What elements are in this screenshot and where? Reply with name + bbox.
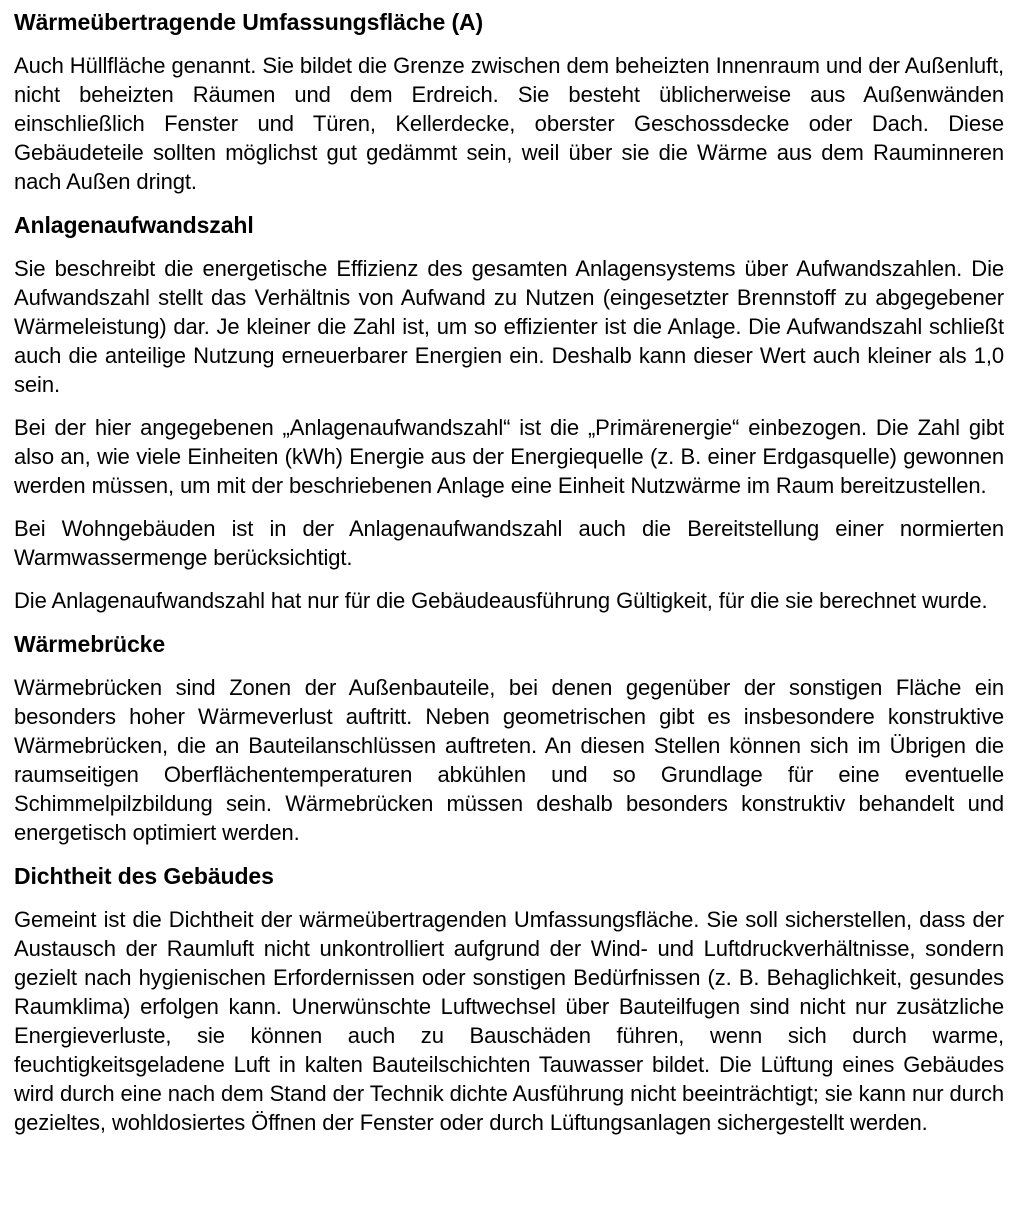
section-waermebruecke <box>14 630 1004 847</box>
paragraph-waermebruecke-definition: Wärmebrücken sind Zonen der Außenbauteile, bei denen gegenüber der sonstigen Fläche ein besonders hoher Wärmeverlust auftritt. Neben geometrischen gibt es insbesondere konstruktive Wärmebrücken, die an Bauteilanschlüssen auftreten. An diesen Stellen können sich im Übrigen die raumseitigen Oberflächentemperaturen abkühlen und so Grundlage für eine eventuelle Schimmelpilzbildung sein. Wärmebrücken müssen deshalb besonders konstruktiv behandelt und energetisch optimiert werden. <box>14 675 1004 845</box>
paragraph-huellflaeche-definition: Auch Hüllfläche genannt. Sie bildet die Grenze zwischen dem beheizten Innenraum und der Außenluft, nicht beheizten Räumen und dem Erdreich. Sie besteht üblicherweise aus Außenwänden einschließlich Fenster und Türen, Kellerdecke, oberster Geschossdecke oder Dach. Diese Gebäudeteile sollten möglichst gut gedämmt sein, weil über sie die Wärme aus dem Rauminneren nach Außen dringt. <box>14 53 1004 194</box>
paragraph-dichtheit-definition: Gemeint ist die Dichtheit der wärmeübertragenden Umfassungsfläche. Sie soll sicherstellen, dass der Austausch der Raumluft nicht unkontrolliert aufgrund der Wind- und Luftdruckverhältnisse, sondern gezielt nach hygienischen Erfordernissen oder sonstigen Bedürfnissen (z. B. Behaglichkeit, gesundes Raumklima) erfolgen kann. Unerwünschte Luftwechsel über Bauteilfugen sind nicht nur zusätzliche Energieverluste, sie können auch zu Bauschäden führen, wenn sich durch warme, feuchtigkeitsgeladene Luft in kalten Bauteilschichten Tauwasser bildet. Die Lüftung eines Gebäudes wird durch eine nach dem Stand der Technik dichte Ausführung nicht beeinträchtigt; sie kann nur durch gezieltes, wohldosiertes Öffnen der Fenster oder durch Lüftungsanlagen sichergestellt werden. <box>14 907 1004 1135</box>
paragraph-aufwandszahl-wohngebaeude: Bei Wohngebäuden ist in der Anlagenaufwandszahl auch die Bereitstellung einer normierten Warmwassermenge berücksichtigt. <box>14 516 1004 570</box>
section-waermeuebertragende-umfassungsflaeche <box>14 8 1004 196</box>
heading-anlagenaufwandszahl: Anlagenaufwandszahl <box>14 212 254 238</box>
heading-waermeuebertragende-umfassungsflaeche: Wärmeübertragende Umfassungsfläche (A) <box>14 9 484 35</box>
section-anlagenaufwandszahl <box>14 211 1004 615</box>
paragraph-aufwandszahl-effizienz: Sie beschreibt die energetische Effizienz des gesamten Anlagensystems über Aufwandszahlen. Die Aufwandszahl stellt das Verhältnis von Aufwand zu Nutzen (eingesetzter Brennstoff zu abgegebener Wärmeleistung) dar. Je kleiner die Zahl ist, um so effizienter ist die Anlage. Die Aufwandszahl schließt auch die anteilige Nutzung erneuerbarer Energien ein. Deshalb kann dieser Wert auch kleiner als 1,0 sein. <box>14 256 1004 397</box>
heading-dichtheit-des-gebaeudes: Dichtheit des Gebäudes <box>14 863 274 889</box>
paragraph-aufwandszahl-primaerenergie: Bei der hier angegebenen „Anlagenaufwandszahl“ ist die „Primärenergie“ einbezogen. Die Zahl gibt also an, wie viele Einheiten (kWh) Energie aus der Energiequelle (z. B. einer Erdgasquelle) gewonnen werden müssen, um mit der beschriebenen Anlage eine Einheit Nutzwärme im Raum bereitzustellen. <box>14 415 1004 498</box>
section-dichtheit-des-gebaeudes <box>14 862 1004 1137</box>
heading-waermebruecke: Wärmebrücke <box>14 631 166 657</box>
paragraph-aufwandszahl-gueltigkeit: Die Anlagenaufwandszahl hat nur für die Gebäudeausführung Gültigkeit, für die sie berechnet wurde. <box>14 588 988 613</box>
